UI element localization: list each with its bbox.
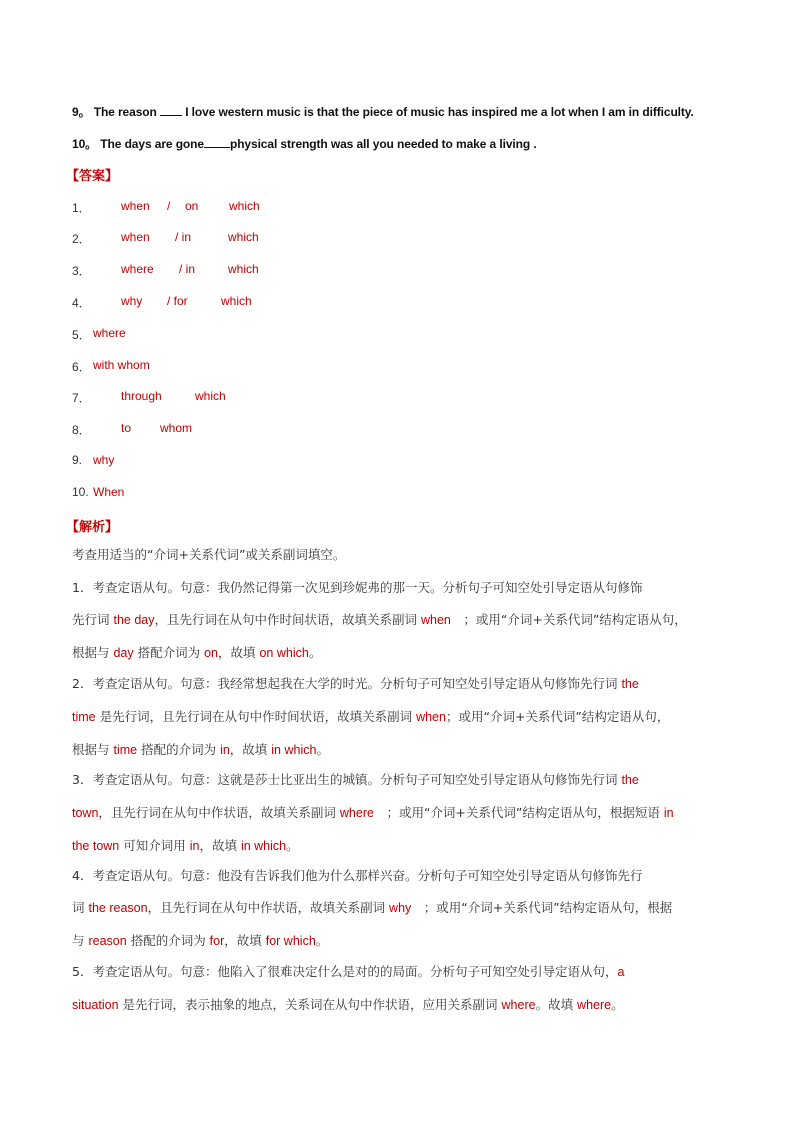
highlighted-term: why xyxy=(389,900,412,915)
highlighted-term: town xyxy=(72,805,99,820)
highlighted-term: the day xyxy=(113,612,155,627)
highlighted-term: in xyxy=(189,838,200,853)
answer-word: on xyxy=(185,199,199,213)
analysis-text: 2．考查定语从句。句意：我经常想起我在大学的时光。分析句子可知空处引导定语从句修饰先行词 xyxy=(72,676,622,691)
answer-number: 4． xyxy=(72,296,91,310)
highlighted-term: the town xyxy=(72,838,120,853)
analysis-line xyxy=(72,734,732,767)
analysis-text: 搭配的介词为 xyxy=(137,741,221,757)
analysis-text: ，且先行词在从句中作时间状语，故填关系副词 xyxy=(154,611,421,627)
highlighted-term: the xyxy=(621,677,639,691)
answer-word: where xyxy=(121,262,154,276)
highlighted-term: time xyxy=(72,709,96,724)
analysis-intro: 考查用适当的“介词+关系代词”或关系副词填空。 xyxy=(72,547,346,562)
highlighted-term: where xyxy=(339,805,374,820)
answer-word: which xyxy=(221,294,252,308)
analysis-line xyxy=(72,764,732,797)
analysis-text: 。 xyxy=(316,741,329,757)
highlighted-term: when xyxy=(420,612,451,627)
analysis-paragraph xyxy=(72,668,732,766)
question-text-end: I love western music is that the piece of music has inspired me a lot when I am in difficulty. xyxy=(185,105,694,119)
analysis-text: 5．考查定语从句。句意：他陷入了很难决定什么是对的的局面。分析句子可知空处引导定语从句， xyxy=(72,964,618,979)
highlighted-term: reason xyxy=(88,933,127,948)
question-number: 9。 xyxy=(72,105,91,119)
answer-word: through xyxy=(121,389,162,403)
highlighted-term: time xyxy=(113,742,138,757)
answer-word: to xyxy=(121,421,132,435)
analysis-text: 可知介词用 xyxy=(119,837,190,853)
highlighted-term: when xyxy=(416,709,446,724)
answer-number: 6． xyxy=(72,360,91,374)
analysis-text: ，且先行词在从句中作状语，故填关系副词 xyxy=(98,804,340,820)
question-text-start: The days are gone xyxy=(100,137,204,151)
answer-word: which xyxy=(228,262,259,276)
highlighted-term: a xyxy=(617,965,625,979)
answer-word: where xyxy=(93,326,126,340)
answer-word: / in xyxy=(175,230,192,244)
answer-word: When xyxy=(93,485,125,499)
answer-item xyxy=(72,262,372,278)
highlighted-term: day xyxy=(113,645,134,660)
highlighted-term: on which xyxy=(259,645,309,660)
answer-word: whom xyxy=(160,421,193,435)
analysis-text: ；或用“介词+关系代词”结构定语从句，根据 xyxy=(411,899,673,915)
answer-item xyxy=(72,326,372,342)
analysis-text: ；或用“介词+关系代词”结构定语从句， xyxy=(450,611,687,627)
answer-word: / in xyxy=(179,262,196,276)
analysis-line xyxy=(72,797,732,830)
question-9 xyxy=(72,103,694,120)
answer-heading: 【答案】 xyxy=(66,169,119,184)
answer-blank xyxy=(160,104,182,116)
analysis-paragraph xyxy=(72,956,732,1022)
question-text-end: physical strength was all you needed to make a living . xyxy=(229,137,537,151)
highlighted-term: the reason xyxy=(88,900,148,915)
answer-item xyxy=(72,199,372,215)
analysis-line xyxy=(72,989,732,1022)
answer-word: with whom xyxy=(93,358,150,372)
analysis-line xyxy=(72,892,732,925)
analysis-line xyxy=(72,572,732,604)
analysis-text: 1．考查定语从句。句意：我仍然记得第一次见到珍妮弗的那一天。分析句子可知空处引导定语从句修饰 xyxy=(72,580,643,595)
analysis-line xyxy=(72,860,732,892)
answer-number: 2． xyxy=(72,232,91,246)
highlighted-term: on xyxy=(204,645,218,660)
highlighted-term: in xyxy=(220,742,230,757)
analysis-text: 词 xyxy=(72,899,89,915)
analysis-paragraph xyxy=(72,860,732,957)
answer-word: which xyxy=(229,199,260,213)
answer-word: which xyxy=(228,230,259,244)
answer-item xyxy=(72,453,372,469)
answer-number: 3． xyxy=(72,264,91,278)
analysis-text: 3．考查定语从句。句意：这就是莎士比亚出生的城镇。分析句子可知空处引导定语从句修饰先行词 xyxy=(72,772,622,787)
analysis-text: ，且先行词在从句中作状语，故填关系副词 xyxy=(147,899,390,915)
analysis-text: ；或用“介词+关系代词”结构定语从句，根据短语 xyxy=(373,804,664,820)
analysis-line xyxy=(72,956,732,989)
analysis-text: 根据与 xyxy=(72,644,114,660)
analysis-text: 是先行词，表示抽象的地点，关系词在从句中作状语，应用关系副词 xyxy=(118,996,502,1012)
answer-word: why xyxy=(121,294,143,308)
question-text-start: The reason xyxy=(93,105,157,119)
analysis-line xyxy=(72,604,732,637)
answer-word: when xyxy=(121,199,150,213)
analysis-text: ，故填 xyxy=(218,644,260,660)
answer-word: why xyxy=(93,453,115,467)
analysis-paragraph xyxy=(72,764,732,862)
answer-item xyxy=(72,485,372,501)
highlighted-term: in which xyxy=(240,838,287,853)
highlighted-term: the xyxy=(621,773,639,787)
analysis-text: 搭配介词为 xyxy=(133,644,205,660)
analysis-text: 。 xyxy=(611,996,624,1012)
highlighted-term: in which xyxy=(271,742,317,757)
answer-word: / for xyxy=(167,294,188,308)
analysis-text: 是先行词，且先行词在从句中作时间状语，故填关系副词 xyxy=(95,708,417,724)
answer-number: 8． xyxy=(72,423,91,437)
highlighted-term: in xyxy=(663,805,674,820)
highlighted-term: situation xyxy=(72,997,119,1012)
analysis-line xyxy=(72,668,732,701)
analysis-text: 根据与 xyxy=(72,741,114,757)
analysis-line xyxy=(72,637,732,670)
analysis-heading: 【解析】 xyxy=(66,520,119,535)
highlighted-term: for xyxy=(209,933,225,948)
analysis-line xyxy=(72,830,732,863)
analysis-text: ，故填 xyxy=(229,741,272,757)
answer-number: 5． xyxy=(72,328,91,342)
answer-item xyxy=(72,389,372,405)
highlighted-term: where xyxy=(577,997,612,1012)
analysis-text: 。 xyxy=(286,837,299,853)
highlighted-term: where xyxy=(501,997,536,1012)
analysis-text: 。 xyxy=(315,932,329,948)
analysis-text: ，故填 xyxy=(199,837,241,853)
analysis-text: 4．考查定语从句。句意：他没有告诉我们他为什么那样兴奋。分析句子可知空处引导定语从句修饰先行 xyxy=(72,868,643,883)
answer-blank xyxy=(204,136,230,148)
highlighted-term: for which xyxy=(265,933,316,948)
analysis-text: 。故填 xyxy=(535,996,578,1012)
answer-word: which xyxy=(195,389,226,403)
answer-word: when xyxy=(121,230,150,244)
analysis-text: 与 xyxy=(72,932,89,948)
answer-number: 1． xyxy=(72,201,91,215)
answer-number: 7． xyxy=(72,391,91,405)
analysis-line xyxy=(72,925,732,958)
analysis-text: 。 xyxy=(308,644,322,660)
answer-word: / xyxy=(167,199,171,213)
answer-item xyxy=(72,358,372,374)
question-10 xyxy=(72,135,537,152)
answer-number: 10. xyxy=(72,485,89,499)
analysis-line xyxy=(72,701,732,734)
analysis-text: 搭配的介词为 xyxy=(126,932,210,948)
analysis-text: ，故填 xyxy=(224,932,266,948)
answer-item xyxy=(72,294,372,310)
analysis-text: ；或用“介词+关系代词”结构定语从句， xyxy=(445,708,670,724)
question-number: 10。 xyxy=(72,137,98,151)
answer-number: 9. xyxy=(72,453,83,467)
answer-item xyxy=(72,230,372,246)
analysis-paragraph xyxy=(72,572,732,669)
analysis-text: 先行词 xyxy=(72,611,114,627)
answer-item xyxy=(72,421,372,437)
